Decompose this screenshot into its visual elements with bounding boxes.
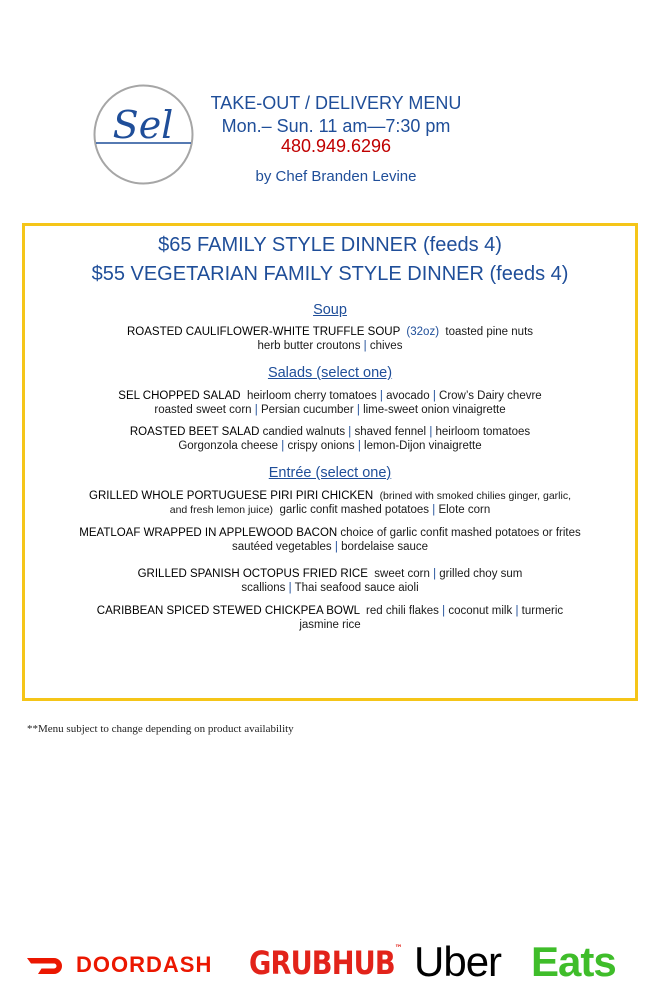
salad2-line1 bbox=[25, 426, 635, 438]
logo-text: Sel bbox=[112, 103, 174, 147]
phone-number[interactable]: 480.949.6296 bbox=[280, 136, 392, 156]
uber-wordmark[interactable]: Uber bbox=[414, 938, 502, 985]
soup-item-line2 bbox=[25, 340, 635, 352]
separator: | bbox=[356, 404, 360, 416]
separator: | bbox=[515, 605, 519, 617]
menu-type: TAKE-OUT / DELIVERY MENU bbox=[210, 93, 462, 113]
entree3-desc: Thai seafood sauce aioli bbox=[294, 582, 419, 594]
entree1-name: GRILLED WHOLE PORTUGUESE PIRI PIRI CHICKEN bbox=[89, 490, 374, 502]
entree3-line2 bbox=[25, 582, 635, 594]
salad1-name: SEL CHOPPED SALAD bbox=[118, 390, 241, 402]
soup-name: ROASTED CAULIFLOWER-WHITE TRUFFLE SOUP bbox=[126, 326, 401, 338]
availability-note: **Menu subject to change depending on product availability bbox=[27, 723, 294, 735]
grubhub-logo[interactable] bbox=[249, 944, 402, 982]
salad2-desc: candied walnuts bbox=[262, 426, 346, 438]
separator: | bbox=[432, 390, 436, 402]
salad1-desc: avocado bbox=[386, 390, 430, 402]
soup-item-line1 bbox=[25, 326, 635, 338]
entree2-line2 bbox=[25, 541, 635, 553]
separator: | bbox=[254, 404, 258, 416]
salad2-line2 bbox=[25, 440, 635, 452]
salad1-desc: Persian cucumber bbox=[260, 404, 354, 416]
entree-heading: Entrée (select one) bbox=[268, 465, 392, 481]
entree2-name: MEATLOAF WRAPPED IN APPLEWOOD BACON bbox=[79, 527, 338, 539]
family-dinner-title: $65 FAMILY STYLE DINNER (feeds 4) bbox=[158, 234, 502, 256]
grubhub-wordmark: GRUBHUB bbox=[249, 944, 395, 982]
salad1-line1 bbox=[25, 390, 635, 402]
entree1-line2 bbox=[25, 504, 635, 516]
soup-desc2a: herb butter croutons bbox=[257, 340, 361, 352]
vegetarian-dinner-title: $55 VEGETARIAN FAMILY STYLE DINNER (feeds 4) bbox=[91, 263, 569, 285]
entree1-desc: and fresh lemon juice) bbox=[169, 504, 274, 516]
entree3-desc: grilled choy sum bbox=[439, 568, 523, 580]
entree1-desc: (brined with smoked chilies ginger, garlic, bbox=[379, 490, 571, 502]
entree3-name: GRILLED SPANISH OCTOPUS FRIED RICE bbox=[137, 568, 368, 580]
salad1-desc: roasted sweet corn bbox=[154, 404, 252, 416]
entree1-desc: Elote corn bbox=[438, 504, 491, 516]
salad2-desc: shaved fennel bbox=[354, 426, 427, 438]
separator: | bbox=[442, 605, 446, 617]
soup-desc2b: chives bbox=[369, 340, 403, 352]
separator: | bbox=[334, 541, 338, 553]
salad2-desc: crispy onions bbox=[287, 440, 355, 452]
separator: | bbox=[288, 582, 292, 594]
entree4-desc: jasmine rice bbox=[299, 619, 361, 631]
entree2-desc: sautéed vegetables bbox=[231, 541, 332, 553]
entree3-desc: sweet corn bbox=[374, 568, 430, 580]
separator: | bbox=[429, 426, 433, 438]
separator: | bbox=[379, 390, 383, 402]
soup-size: (32oz) bbox=[406, 326, 440, 338]
eats-wordmark[interactable]: Eats bbox=[531, 938, 616, 985]
entree3-line1 bbox=[25, 568, 635, 580]
entree4-line1 bbox=[25, 605, 635, 617]
entree2-desc: bordelaise sauce bbox=[341, 541, 429, 553]
salad1-desc: heirloom cherry tomatoes bbox=[246, 390, 377, 402]
soup-heading: Soup bbox=[313, 302, 347, 318]
separator: | bbox=[363, 340, 367, 352]
separator: | bbox=[281, 440, 285, 452]
salad2-desc: heirloom tomatoes bbox=[435, 426, 531, 438]
doordash-wordmark: DOORDASH bbox=[76, 952, 213, 977]
salad2-name: ROASTED BEET SALAD bbox=[129, 426, 260, 438]
separator: | bbox=[357, 440, 361, 452]
salad2-desc: lemon-Dijon vinaigrette bbox=[364, 440, 482, 452]
salad2-desc: Gorgonzola cheese bbox=[178, 440, 279, 452]
entree2-desc: choice of garlic confit mashed potatoes or frites bbox=[340, 527, 581, 539]
entree4-desc: turmeric bbox=[521, 605, 564, 617]
doordash-icon bbox=[26, 954, 70, 978]
menu-box bbox=[22, 223, 638, 701]
entree2-line1 bbox=[25, 527, 635, 539]
salad1-desc: lime-sweet onion vinaigrette bbox=[363, 404, 506, 416]
entree1-desc: garlic confit mashed potatoes bbox=[279, 504, 430, 516]
chef-credit: by Chef Branden Levine bbox=[255, 168, 417, 185]
salad1-desc: Crow’s Dairy chevre bbox=[439, 390, 542, 402]
entree1-line1 bbox=[25, 490, 635, 502]
separator: | bbox=[432, 504, 436, 516]
doordash-logo[interactable] bbox=[26, 952, 231, 982]
entree4-name: CARIBBEAN SPICED STEWED CHICKPEA BOWL bbox=[96, 605, 360, 617]
entree4-line2 bbox=[25, 619, 635, 631]
salad1-line2 bbox=[25, 404, 635, 416]
salads-heading: Salads (select one) bbox=[267, 365, 393, 381]
entree3-desc: scallions bbox=[241, 582, 286, 594]
entree4-desc: red chili flakes bbox=[366, 605, 439, 617]
entree4-desc: coconut milk bbox=[448, 605, 513, 617]
soup-desc1: toasted pine nuts bbox=[445, 326, 534, 338]
separator: | bbox=[433, 568, 437, 580]
hours: Mon.– Sun. 11 am—7:30 pm bbox=[221, 116, 451, 136]
grubhub-trademark: ™ bbox=[394, 944, 402, 954]
separator: | bbox=[348, 426, 352, 438]
sel-logo bbox=[93, 84, 194, 185]
